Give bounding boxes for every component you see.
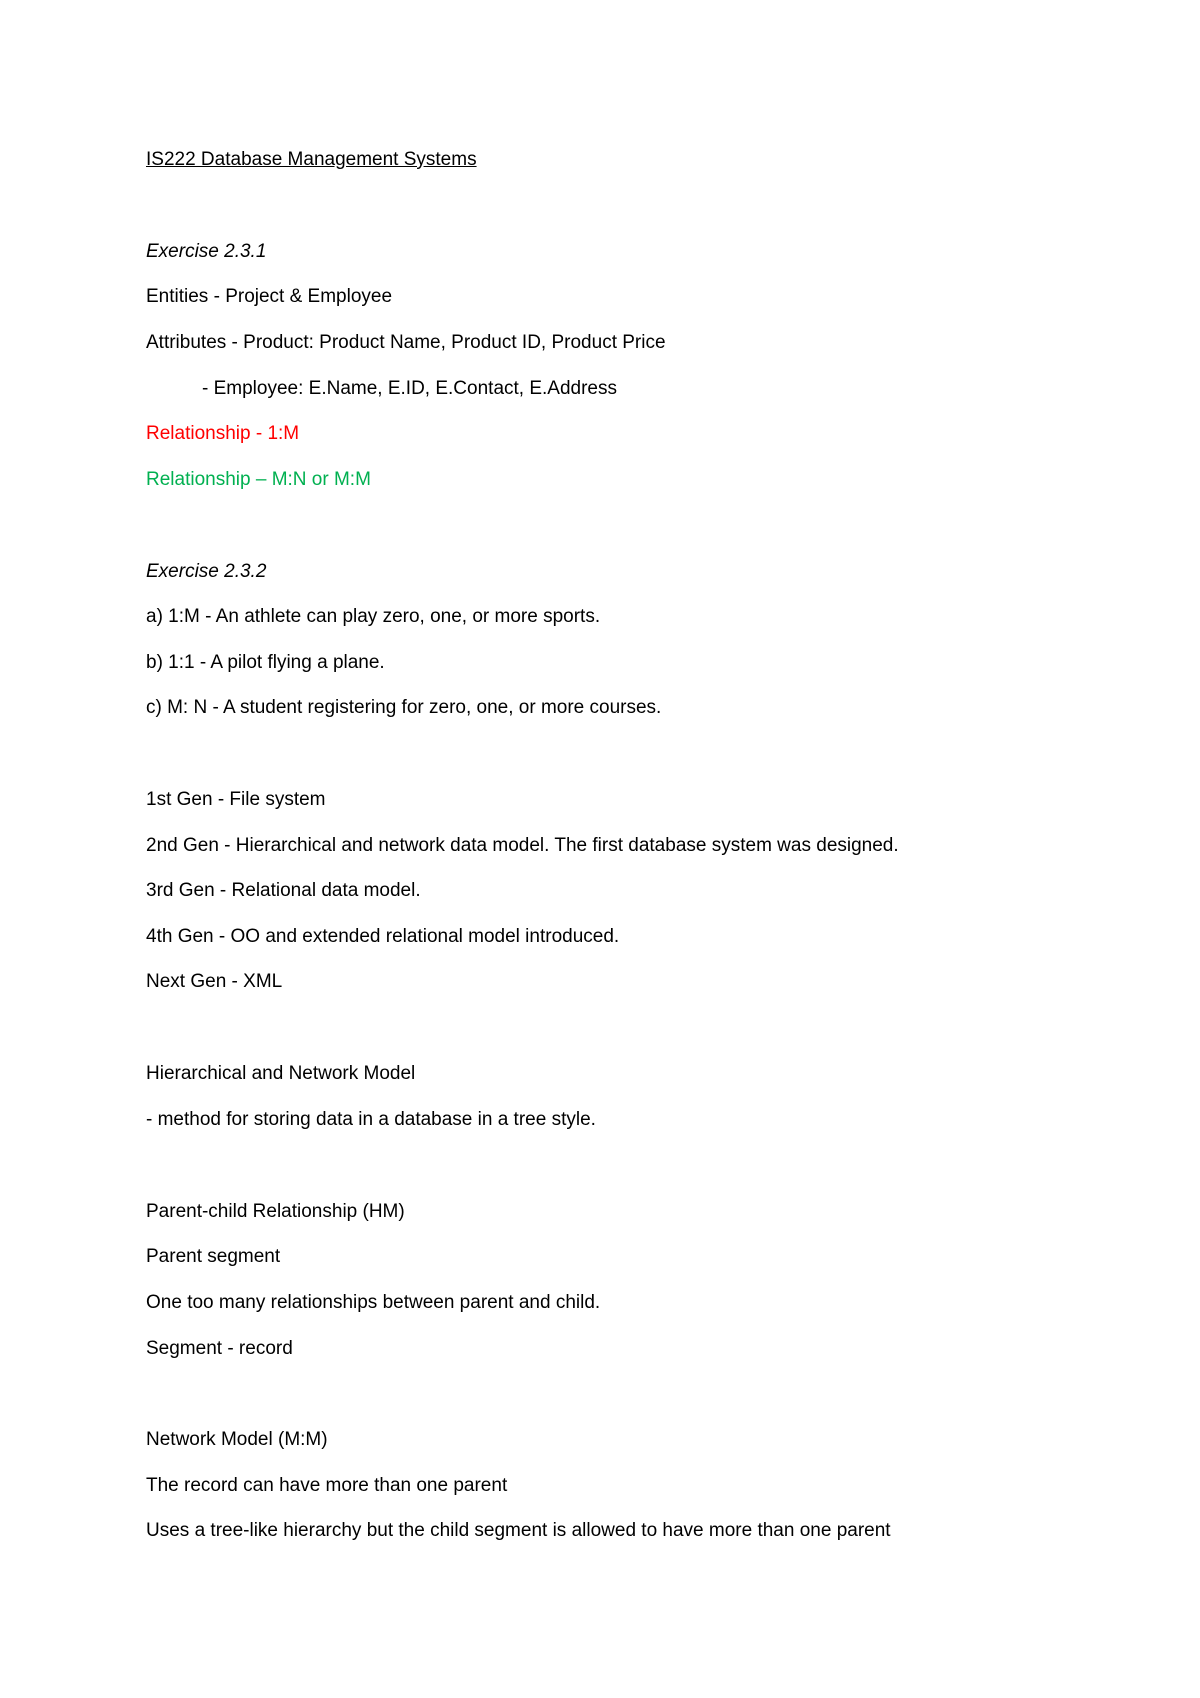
document-title: IS222 Database Management Systems [146, 149, 477, 170]
exercise-item-a: a) 1:M - An athlete can play zero, one, or more sports. [146, 606, 601, 627]
gen-3-line: 3rd Gen - Relational data model. [146, 880, 421, 901]
exercise-item-b: b) 1:1 - A pilot flying a plane. [146, 652, 385, 673]
gen-2-line: 2nd Gen - Hierarchical and network data model. The first database system was designed. [146, 835, 899, 856]
parent-child-heading: Parent-child Relationship (HM) [146, 1201, 405, 1222]
segment-record-line: Segment - record [146, 1338, 293, 1359]
network-model-heading: Network Model (M:M) [146, 1429, 328, 1450]
employee-attributes-line: - Employee: E.Name, E.ID, E.Contact, E.Address [202, 378, 617, 399]
one-to-many-line: One too many relationships between parent and child. [146, 1292, 601, 1313]
attributes-line: Attributes - Product: Product Name, Product ID, Product Price [146, 332, 666, 353]
gen-1-line: 1st Gen - File system [146, 789, 326, 810]
network-line-2: Uses a tree-like hierarchy but the child segment is allowed to have more than one parent [146, 1520, 891, 1541]
entities-line: Entities - Project & Employee [146, 286, 393, 307]
hierarchical-network-desc: - method for storing data in a database in a tree style. [146, 1109, 596, 1130]
gen-4-line: 4th Gen - OO and extended relational model introduced. [146, 926, 620, 947]
relationship-red-line: Relationship - 1:M [146, 423, 300, 444]
network-line-1: The record can have more than one parent [146, 1475, 508, 1496]
relationship-green-line: Relationship – M:N or M:M [146, 469, 371, 490]
gen-next-line: Next Gen - XML [146, 971, 283, 992]
exercise-2-3-2-heading: Exercise 2.3.2 [146, 561, 267, 582]
exercise-item-c: c) M: N - A student registering for zero, one, or more courses. [146, 697, 662, 718]
exercise-2-3-1-heading: Exercise 2.3.1 [146, 241, 267, 262]
parent-segment-line: Parent segment [146, 1246, 281, 1267]
hierarchical-network-heading: Hierarchical and Network Model [146, 1063, 416, 1084]
